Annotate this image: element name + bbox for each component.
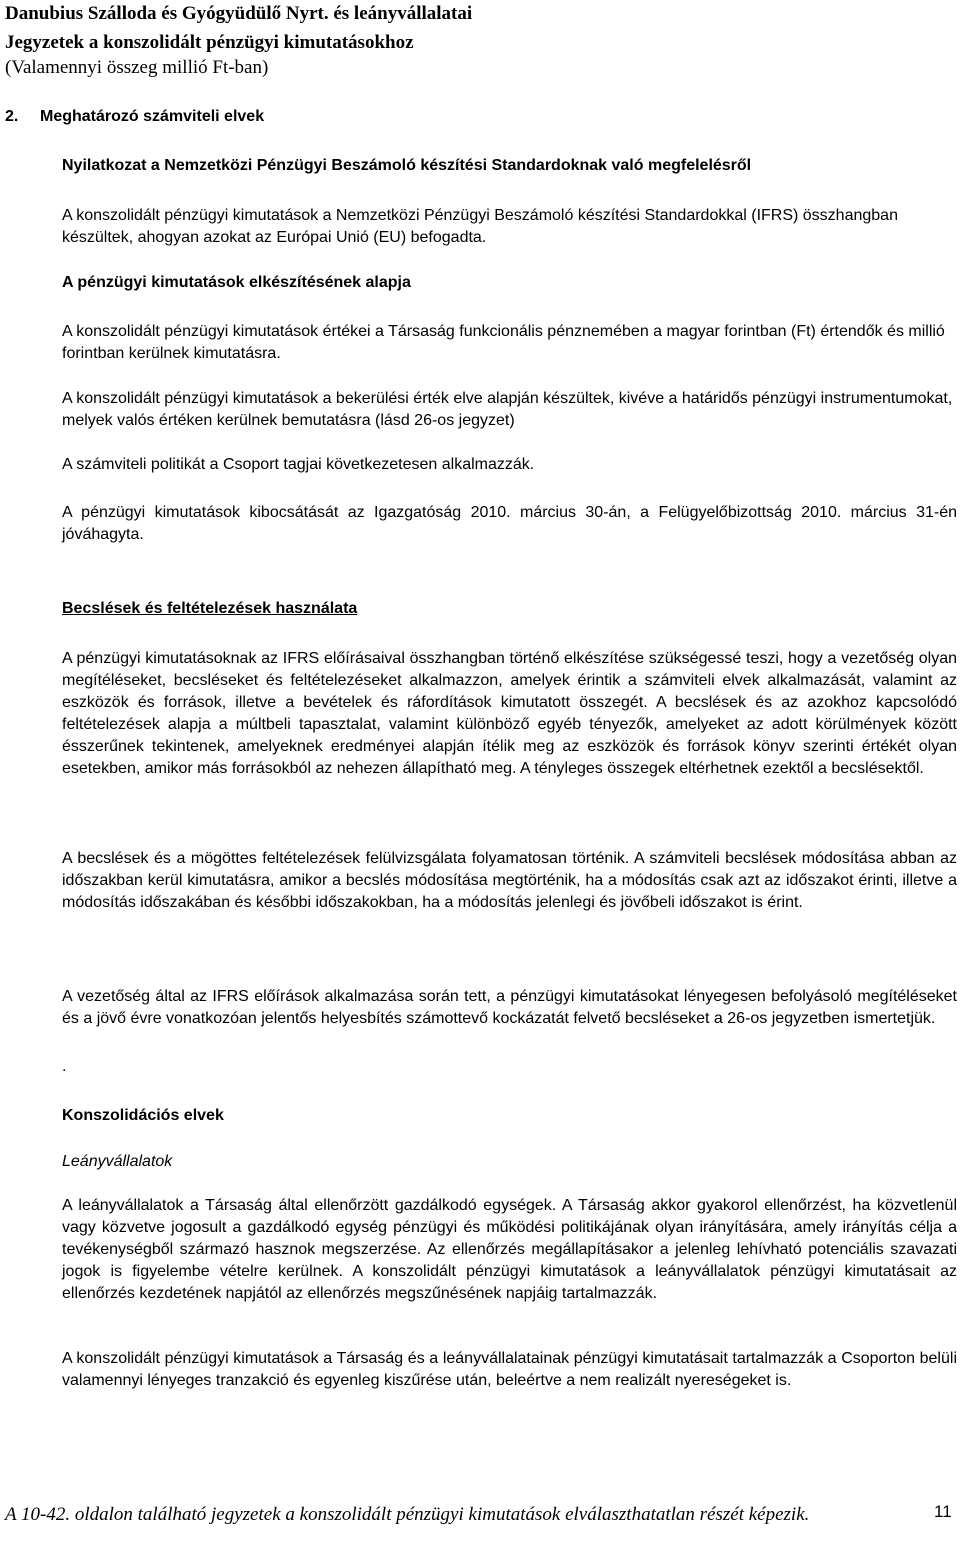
section-title: Meghatározó számviteli elvek	[40, 108, 265, 125]
estimates-heading: Becslések és feltételezések használata	[62, 600, 358, 617]
subsidiaries-paragraph-1: A leányvállalatok a Társaság által ellenőrzött gazdálkodó egységek. A Társaság akkor gyakorol ellenőrzést, ha közvetlenül vagy közvetve jogosult a gazdálkodó egység pénzügyi és működési politikájának olyan irányítására, amely irányítás célja a tevékenységből származó hasznok megszerzése. Az ellenőrzés megállapításakor a jelenleg lehívható potenciális szavazati jogok is figyelembe vételre kerülnek. A konszolidált pénzügyi kimutatások a leányvállalatok pénzügyi kimutatásait az ellenőrzés kezdetének napjától az ellenőrzés megszűnésének napjáig tartalmazzák.	[62, 1197, 957, 1302]
estimates-paragraph-1: A pénzügyi kimutatásoknak az IFRS előírásaival összhangban történő elkészítése szükségessé teszi, hogy a vezetőség olyan megítéléseket, becsléseket és feltételezéseket alkalmazzon, amelyek érintik a számviteli elvek alkalmazását, valamint az eszközök és források, illetve a bevételek és ráfordítások kimutatott összegét. A becslések és az azokhoz kapcsolódó feltételezések alapja a múltbeli tapasztalat, valamint különböző egyéb tényezők, amelyeket az adott körülmények között ésszerűnek tekintenek, amelyeknek eredményei alapján ítélik meg az eszközök és források könyv szerinti értékét olyan esetekben, amikor más forrásokból az nehezen állapítható meg. A tényleges összegek eltérhetnek ezektől a becslésektől.	[62, 650, 957, 777]
page-number: 11	[934, 1502, 952, 1521]
compliance-heading: Nyilatkozat a Nemzetközi Pénzügyi Beszámoló készítési Standardoknak való megfelelésről	[62, 157, 752, 174]
basis-paragraph-3: A számviteli politikát a Csoport tagjai következetesen alkalmazzák.	[62, 456, 535, 473]
footer-note: A 10-42. oldalon található jegyzetek a konszolidált pénzügyi kimutatások elválaszthatatlan részét képezik.	[5, 1504, 810, 1525]
consolidation-heading: Konszolidációs elvek	[62, 1107, 224, 1124]
estimates-paragraph-2: A becslések és a mögöttes feltételezések felülvizsgálata folyamatosan történik. A számviteli becslések módosítása abban az időszakban kerül kimutatásra, amikor a becslés módosítása megtörténik, ha a módosítás csak azt az időszakot érinti, illetve a módosítás időszakában és későbbi időszakokban, ha a módosítás jelenlegi és jövőbeli időszakot is érint.	[62, 850, 957, 911]
basis-paragraph-4: A pénzügyi kimutatások kibocsátását az Igazgatóság 2010. március 30-án, a Felügyelőbizottság 2010. március 31-én jóváhagyta.	[62, 504, 957, 543]
compliance-paragraph: A konszolidált pénzügyi kimutatások a Nemzetközi Pénzügyi Beszámoló készítési Standardokkal (IFRS) összhangban készültek, ahogyan azokat az Európai Unió (EU) befogadta.	[62, 207, 898, 246]
basis-heading: A pénzügyi kimutatások elkészítésének alapja	[62, 274, 411, 291]
units-note: (Valamennyi összeg millió Ft-ban)	[5, 57, 269, 78]
subsidiaries-paragraph-2: A konszolidált pénzügyi kimutatások a Társaság és a leányvállalatainak pénzügyi kimutatásait tartalmazzák a Csoporton belüli valamennyi lényeges tranzakció és egyenleg kiszűrése után, beleértve a nem realizált nyereségeket is.	[62, 1350, 957, 1389]
stray-dot: .	[62, 1058, 67, 1075]
document-title: Jegyzetek a konszolidált pénzügyi kimutatásokhoz	[5, 32, 414, 53]
section-number: 2.	[5, 108, 19, 125]
company-name: Danubius Szálloda és Gyógyüdülő Nyrt. és leányvállalatai	[5, 3, 473, 24]
basis-paragraph-1: A konszolidált pénzügyi kimutatások értékei a Társaság funkcionális pénznemében a magyar forintban (Ft) értendők és millió forintban kerülnek kimutatásra.	[62, 323, 945, 362]
estimates-paragraph-3: A vezetőség által az IFRS előírások alkalmazása során tett, a pénzügyi kimutatásokat lényegesen befolyásoló megítéléseket és a jövő évre vonatkozóan jelentős helyesbítés számottevő kockázatát felvető becsléseket a 26-os jegyzetben ismertetjük.	[62, 988, 957, 1027]
basis-paragraph-2: A konszolidált pénzügyi kimutatások a bekerülési érték elve alapján készültek, kivéve a határidős pénzügyi instrumentumokat, melyek valós értéken kerülnek bemutatásra (lásd 26-os jegyzet)	[62, 390, 953, 429]
subsidiaries-heading: Leányvállalatok	[62, 1153, 173, 1170]
